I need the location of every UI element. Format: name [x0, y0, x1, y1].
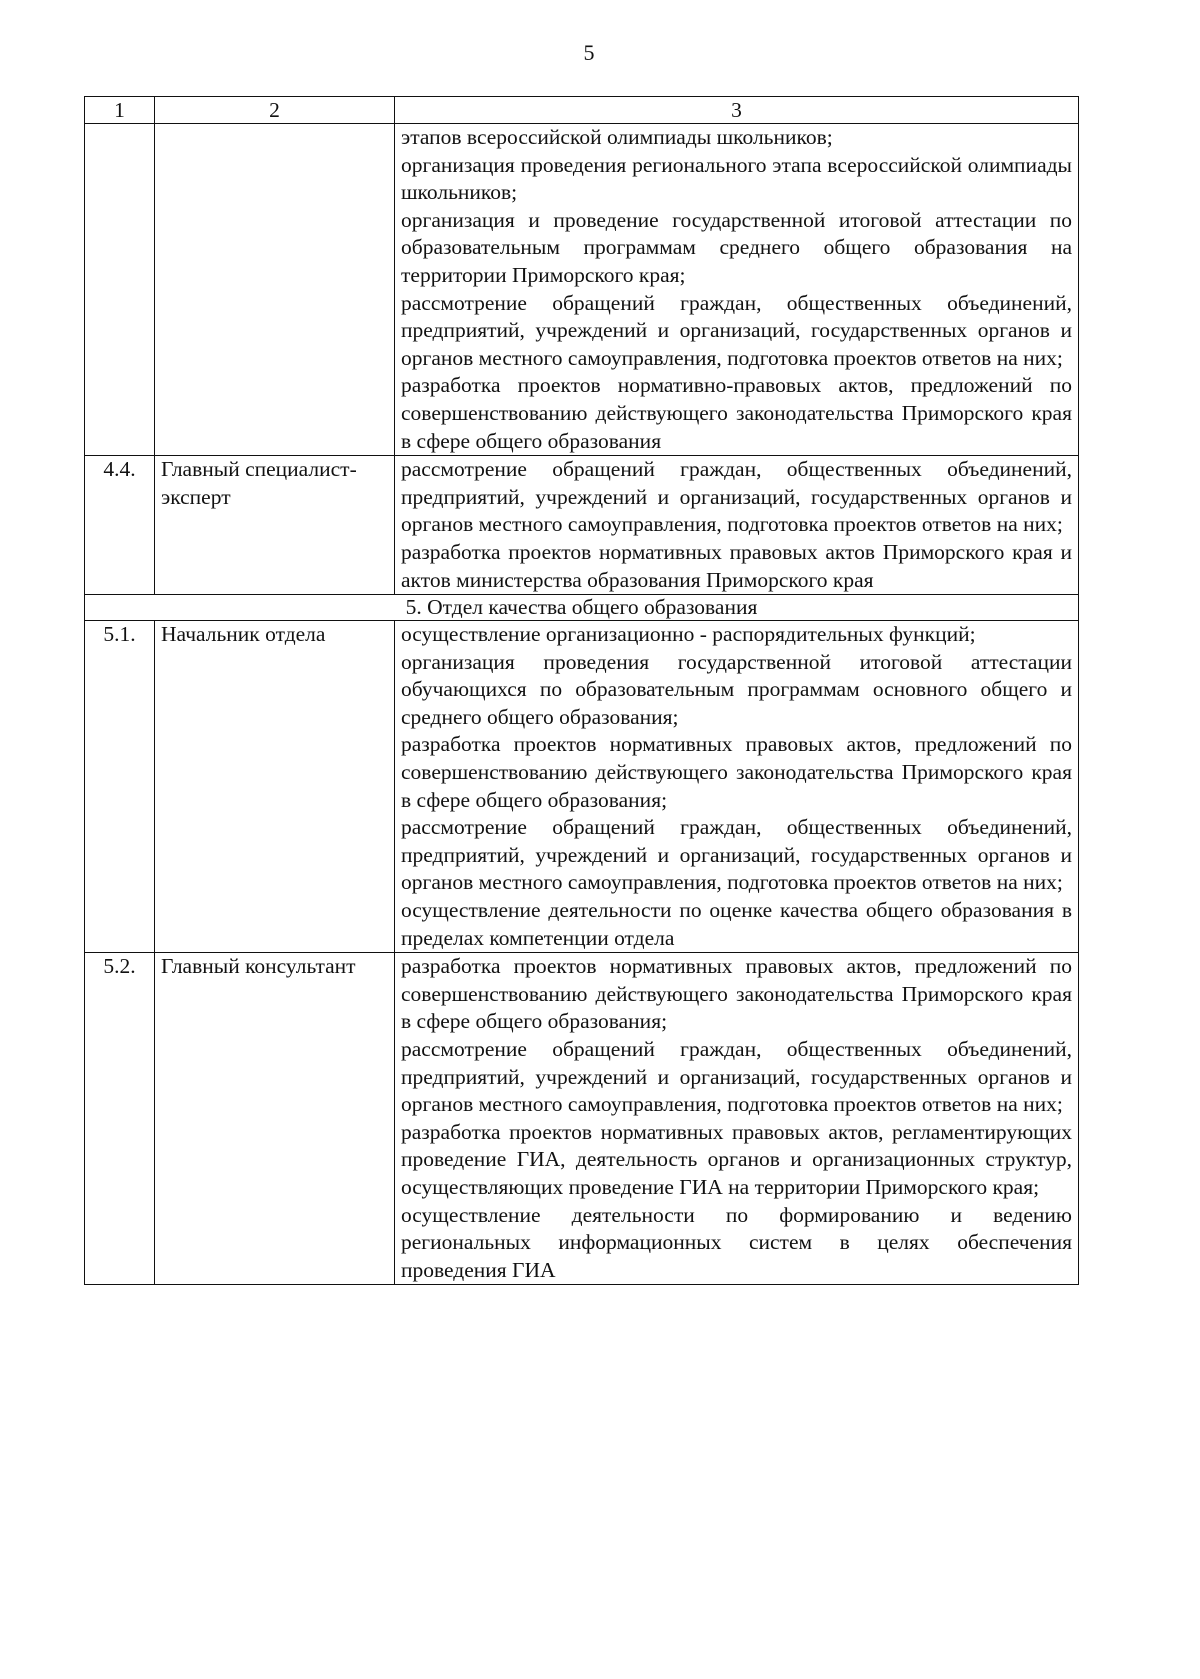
table-row — [85, 621, 1079, 953]
duties-cell — [395, 456, 1079, 595]
column-header-1: 1 — [85, 97, 155, 124]
duty-item: рассмотрение обращений граждан, общественных объединений, предприятий, учреждений и организаций, государственных органов и органов местного самоуправления, подготовка проектов ответов на них; — [401, 457, 1072, 537]
duty-item: рассмотрение обращений граждан, общественных объединений, предприятий, учреждений и организаций, государственных органов и органов местного самоуправления, подготовка проектов ответов на них; — [401, 290, 1072, 370]
header-row — [85, 97, 1079, 124]
row-number — [85, 124, 155, 456]
duty-item: разработка проектов нормативно-правовых актов, предложений по совершенствованию действующего законодательства Приморского края в сфере общего образования — [401, 373, 1072, 453]
duty-item: разработка проектов нормативных правовых актов, регламентирующих проведение ГИА, деятельность органов и организационных структур, осуществляющих проведение ГИА на территории Приморского края; — [401, 1119, 1072, 1199]
column-header-3: 3 — [395, 97, 1079, 124]
duties-cell — [395, 124, 1079, 456]
table-row — [85, 953, 1079, 1285]
duty-item: рассмотрение обращений граждан, общественных объединений, предприятий, учреждений и организаций, государственных органов и органов местного самоуправления, подготовка проектов ответов на них; — [401, 1037, 1072, 1117]
row-number: 5.2. — [85, 953, 155, 1285]
page-number: 5 — [583, 40, 595, 65]
duty-item: осуществление деятельности по формированию и ведению региональных информационных систем в целях обеспечения проведения ГИА — [401, 1202, 1072, 1282]
duties-table — [84, 96, 1079, 1285]
duty-item: осуществление организационно - распорядительных функций; — [401, 622, 976, 647]
duty-item: этапов всероссийской олимпиады школьников; — [401, 125, 833, 149]
position-title: Главный специалист-эксперт — [155, 456, 395, 595]
duty-item: разработка проектов нормативных правовых актов, предложений по совершенствованию действующего законодательства Приморского края в сфере общего образования; — [401, 732, 1072, 812]
position-title — [155, 124, 395, 456]
duty-item: разработка проектов нормативных правовых актов, предложений по совершенствованию действующего законодательства Приморского края в сфере общего образования; — [401, 954, 1072, 1034]
row-number: 5.1. — [85, 621, 155, 953]
row-number: 4.4. — [85, 456, 155, 595]
position-title: Главный консультант — [155, 953, 395, 1285]
section-row — [85, 595, 1079, 621]
duties-cell — [395, 953, 1079, 1285]
duty-item: разработка проектов нормативных правовых актов Приморского края и актов министерства образования Приморского края — [401, 539, 1072, 592]
table-row — [85, 124, 1079, 456]
duty-item: осуществление деятельности по оценке качества общего образования в пределах компетенции отдела — [401, 898, 1072, 950]
duty-item: организация проведения регионального этапа всероссийской олимпиады школьников; — [401, 152, 1072, 205]
section-heading: 5. Отдел качества общего образования — [85, 595, 1079, 621]
duty-item: организация проведения государственной итоговой аттестации обучающихся по образовательным программам основного общего и среднего общего образования; — [401, 649, 1072, 729]
position-title: Начальник отдела — [155, 621, 395, 953]
duties-cell — [395, 621, 1079, 953]
duty-item: организация и проведение государственной итоговой аттестации по образовательным программам среднего общего образования на территории Приморского края; — [401, 207, 1072, 287]
duty-item: рассмотрение обращений граждан, общественных объединений, предприятий, учреждений и организаций, государственных органов и органов местного самоуправления, подготовка проектов ответов на них; — [401, 815, 1072, 895]
column-header-2: 2 — [155, 97, 395, 124]
table-row — [85, 456, 1079, 595]
